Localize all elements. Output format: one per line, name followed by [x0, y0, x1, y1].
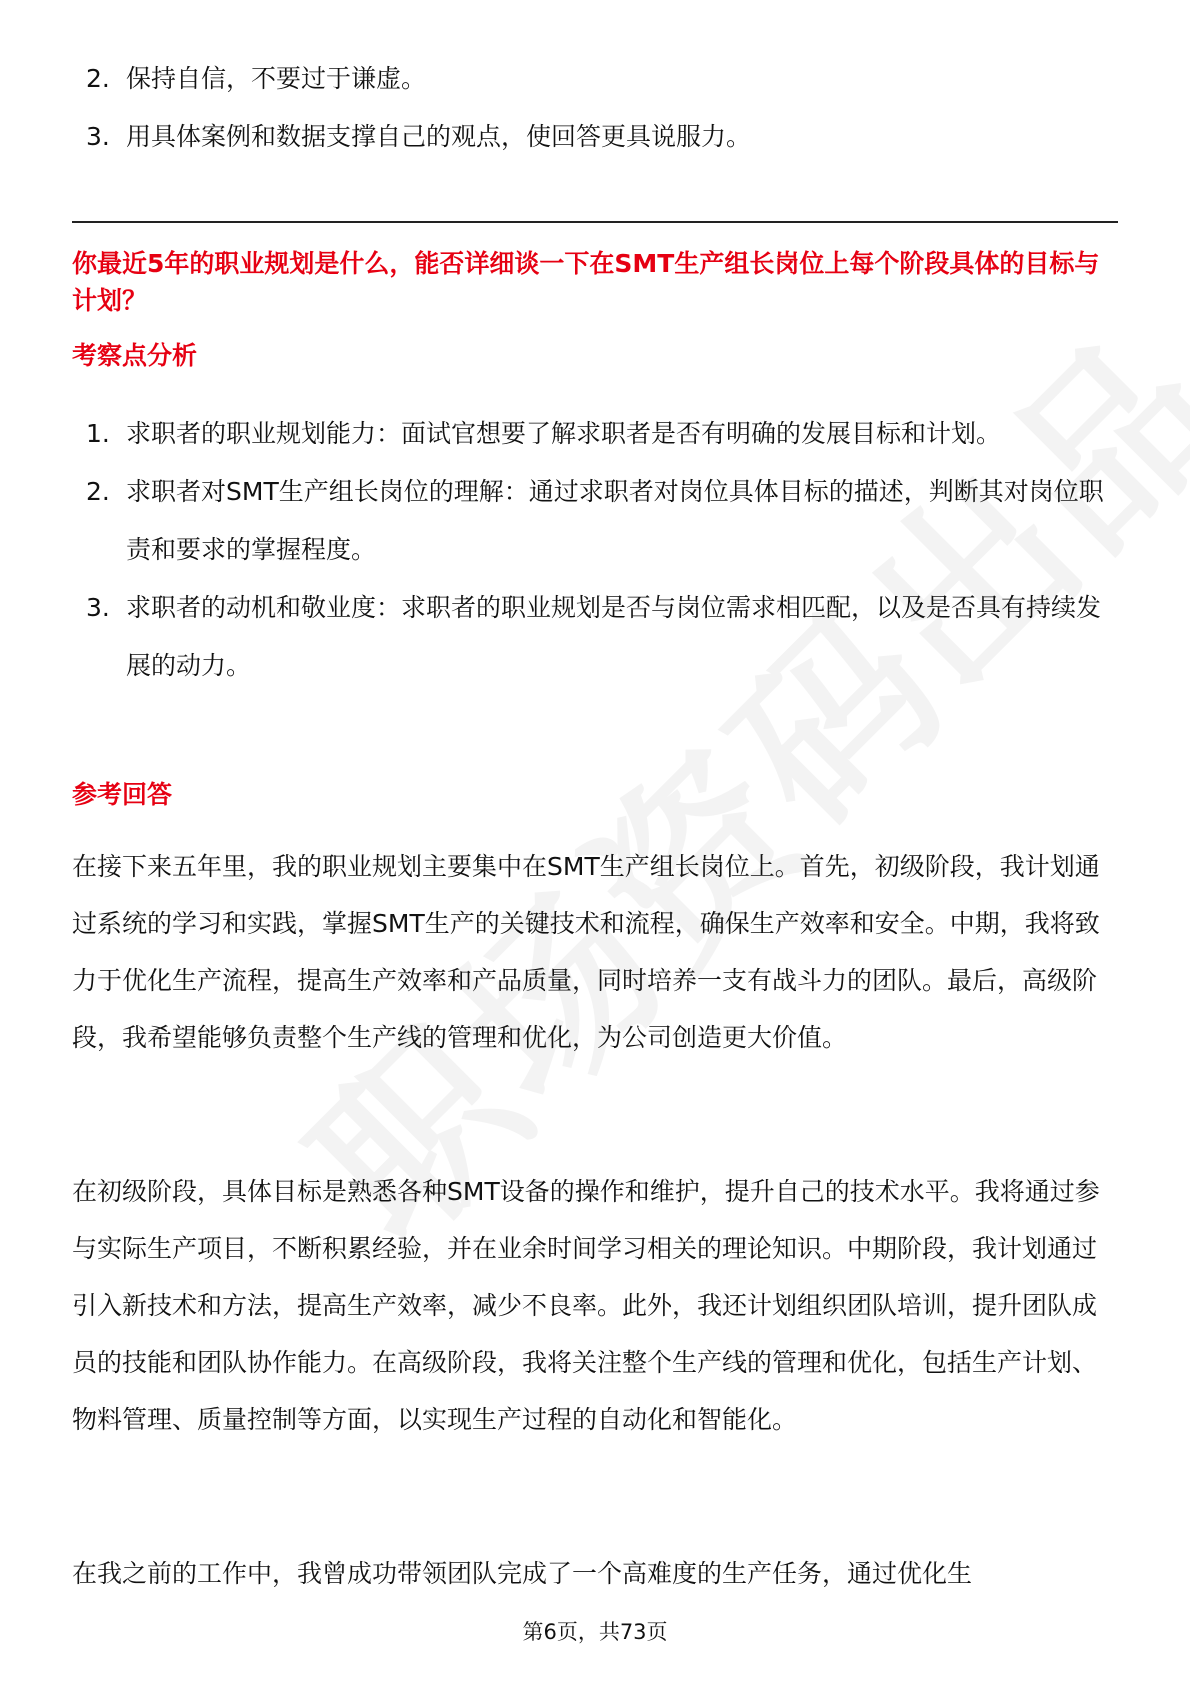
list-number: 2.	[86, 477, 110, 506]
list-text: 用具体案例和数据支撑自己的观点，使回答更具说服力。	[126, 122, 752, 151]
answer-heading: 参考回答	[72, 780, 173, 809]
list-item	[86, 463, 1106, 579]
list-item	[86, 50, 1106, 108]
list-number: 3.	[86, 122, 110, 151]
interview-question: 你最近5年的职业规划是什么，能否详细谈一下在SMT生产组长岗位上每个阶段具体的目标与计划？	[72, 249, 1100, 315]
list-number: 2.	[86, 64, 110, 93]
answer-paragraph: 在接下来五年里，我的职业规划主要集中在SMT生产组长岗位上。首先，初级阶段，我计划通过系统的学习和实践，掌握SMT生产的关键技术和流程，确保生产效率和安全。中期，我将致力于优化生产流程，提高生产效率和产品质量，同时培养一支有战斗力的团队。最后，高级阶段，我希望能够负责整个生产线的管理和优化，为公司创造更大价值。	[72, 852, 1100, 1052]
list-text: 求职者的职业规划能力：面试官想要了解求职者是否有明确的发展目标和计划。	[126, 419, 1002, 448]
list-text: 保持自信，不要过于谦虚。	[126, 64, 427, 93]
answer-paragraph: 在初级阶段，具体目标是熟悉各种SMT设备的操作和维护，提升自己的技术水平。我将通过参与实际生产项目，不断积累经验，并在业余时间学习相关的理论知识。中期阶段，我计划通过引入新技术和方法，提高生产效率，减少不良率。此外，我还计划组织团队培训，提升团队成员的技能和团队协作能力。在高级阶段，我将关注整个生产线的管理和优化，包括生产计划、物料管理、质量控制等方面，以实现生产过程的自动化和智能化。	[72, 1177, 1100, 1434]
list-number: 1.	[86, 419, 110, 448]
list-text: 求职者的动机和敬业度：求职者的职业规划是否与岗位需求相匹配，以及是否具有持续发展的动力。	[126, 593, 1102, 680]
list-text: 求职者对SMT生产组长岗位的理解：通过求职者对岗位具体目标的描述，判断其对岗位职责和要求的掌握程度。	[126, 477, 1104, 564]
list-item	[86, 579, 1106, 695]
analysis-heading: 考察点分析	[72, 341, 198, 370]
list-item	[86, 405, 1106, 463]
top-list	[86, 50, 1106, 166]
page-footer: 第6页，共73页	[522, 1620, 668, 1644]
answer-paragraph: 在我之前的工作中，我曾成功带领团队完成了一个高难度的生产任务，通过优化生	[72, 1559, 973, 1588]
list-number: 3.	[86, 593, 110, 622]
section-divider	[72, 221, 1118, 223]
list-item	[86, 108, 1106, 166]
analysis-list	[86, 405, 1106, 695]
